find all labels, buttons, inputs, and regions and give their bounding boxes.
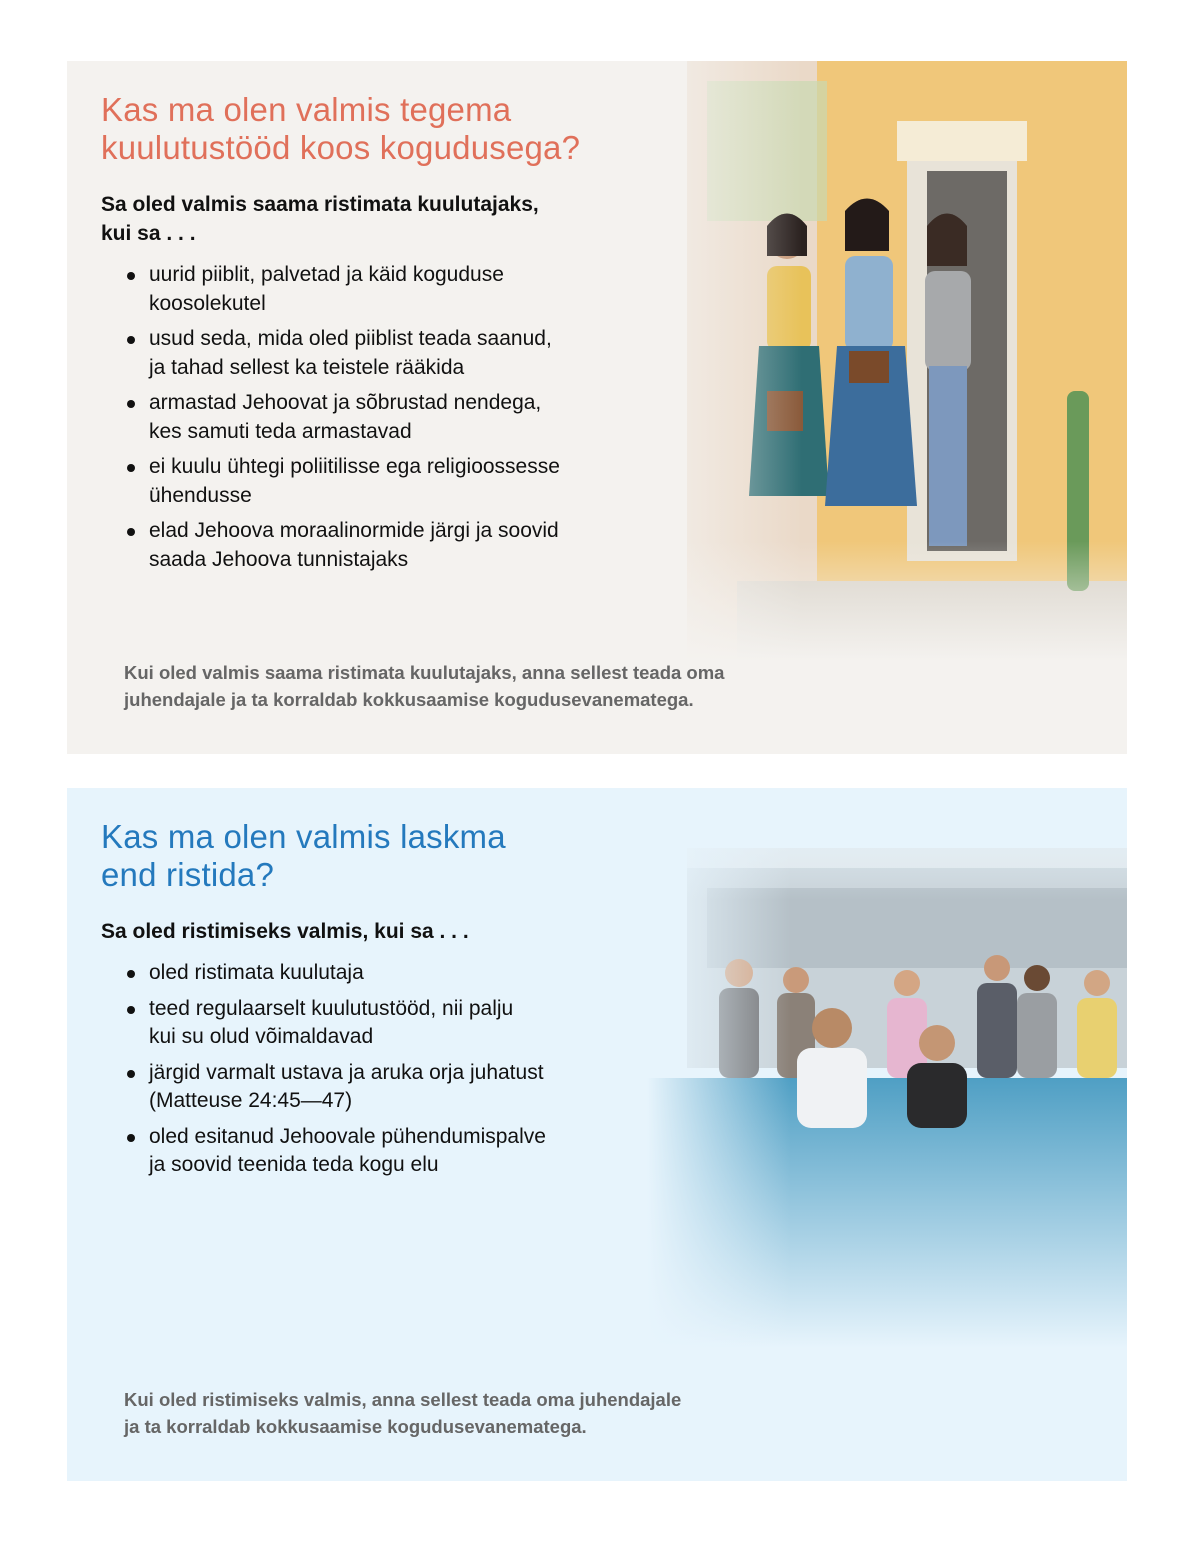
footer-note bbox=[124, 1386, 681, 1440]
footer-note bbox=[124, 659, 724, 713]
subheading-line: kui sa . . . bbox=[101, 222, 196, 245]
footer-line: ja ta korraldab kokkusaamise kogudusevanematega. bbox=[124, 1416, 587, 1437]
footer-line: juhendajale ja ta korraldab kokkusaamise kogudusevanematega. bbox=[124, 689, 694, 710]
illustration-three-women-door-to-door bbox=[627, 61, 1127, 661]
title-line: Kas ma olen valmis tegema bbox=[101, 91, 512, 128]
list-item: usud seda, mida oled piiblist teada saanud, ja tahad sellest ka teistele rääkida bbox=[125, 325, 560, 382]
illustration-baptism-pool bbox=[647, 788, 1127, 1348]
list-item: armastad Jehoovat ja sõbrustad nendega, kes samuti teda armastavad bbox=[125, 389, 560, 446]
title-line: Kas ma olen valmis laskma bbox=[101, 818, 506, 855]
requirements-list bbox=[125, 261, 560, 581]
footer-line: Kui oled ristimiseks valmis, anna sellest teada oma juhendajale bbox=[124, 1389, 682, 1410]
list-item: oled ristimata kuulutaja bbox=[125, 959, 546, 988]
subheading-line: Sa oled valmis saama ristimata kuulutajaks, bbox=[101, 193, 539, 216]
title-line: end ristida? bbox=[101, 856, 275, 893]
title-line: kuulutustööd koos kogudusega? bbox=[101, 129, 581, 166]
list-item: uurid piiblit, palvetad ja käid koguduse koosolekutel bbox=[125, 261, 560, 318]
requirements-list bbox=[125, 959, 546, 1187]
section-unbaptized-publisher bbox=[67, 61, 1127, 754]
section-baptism bbox=[67, 788, 1127, 1481]
list-item: ei kuulu ühtegi poliitilisse ega religioossesse ühendusse bbox=[125, 453, 560, 510]
list-item: teed regulaarselt kuulutustööd, nii palju kui su olud võimaldavad bbox=[125, 995, 546, 1052]
section-title bbox=[101, 91, 580, 167]
section-title bbox=[101, 818, 506, 894]
footer-line: Kui oled valmis saama ristimata kuulutajaks, anna sellest teada oma bbox=[124, 662, 725, 683]
subheading bbox=[101, 190, 539, 248]
list-item: oled esitanud Jehoovale pühendumispalve ja soovid teenida teda kogu elu bbox=[125, 1123, 546, 1180]
subheading: Sa oled ristimiseks valmis, kui sa . . . bbox=[101, 920, 469, 943]
list-item: elad Jehoova moraalinormide järgi ja soovid saada Jehoova tunnistajaks bbox=[125, 517, 560, 574]
list-item: järgid varmalt ustava ja aruka orja juhatust (Matteuse 24:45—47) bbox=[125, 1059, 546, 1116]
